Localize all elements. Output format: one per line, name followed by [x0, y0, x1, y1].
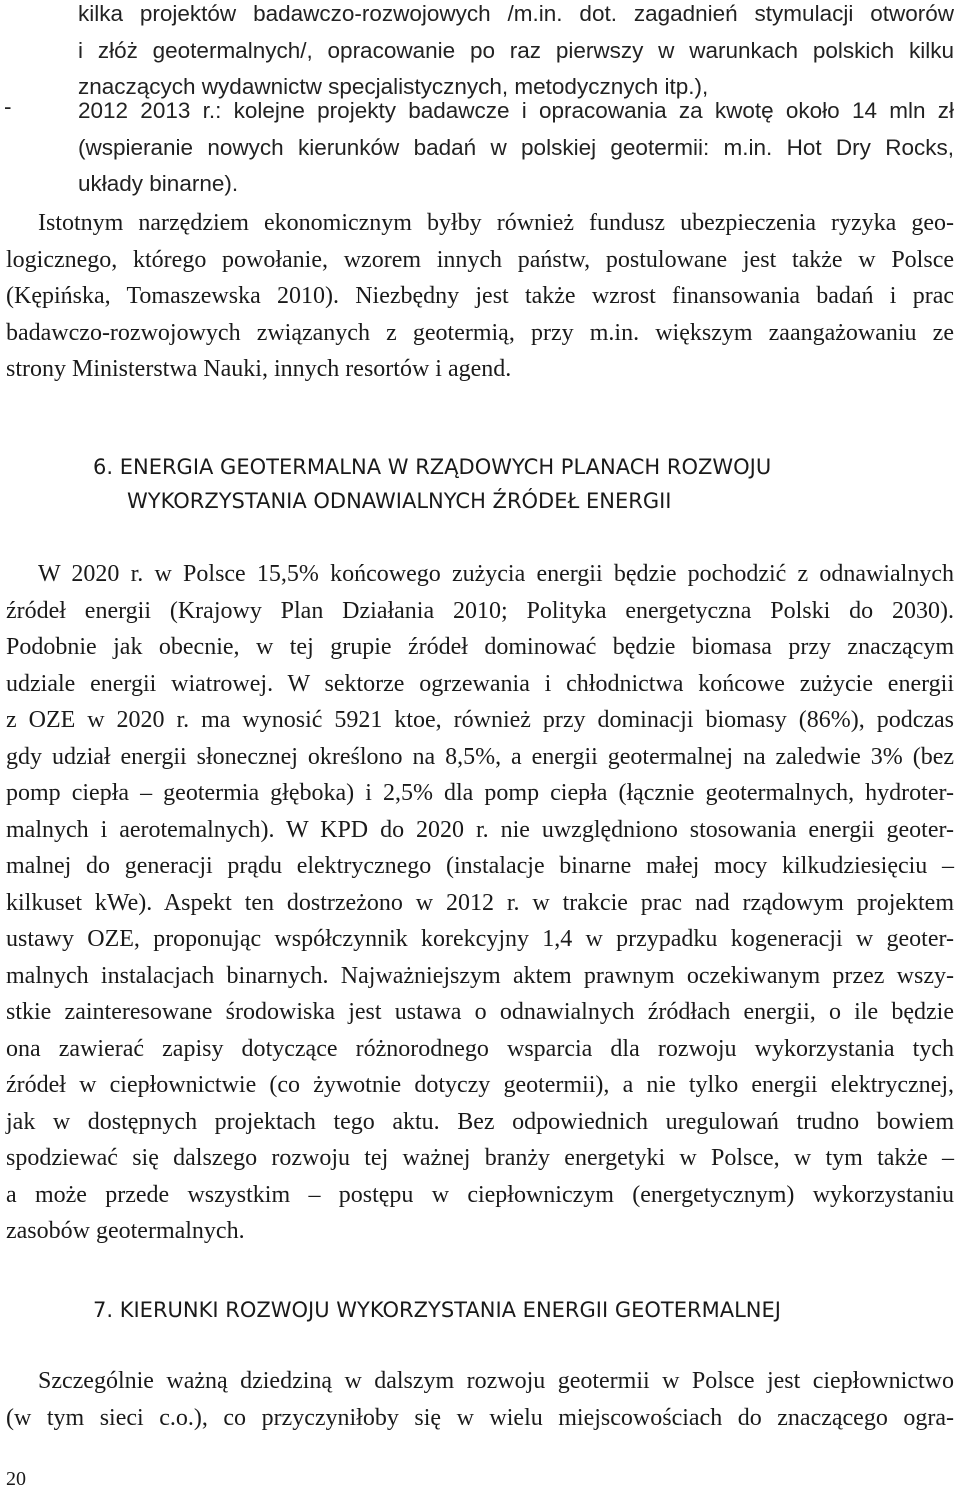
text-line: (w tym sieci c.o.), co przyczyniłoby się w wielu miejscowościach do znaczącego ogra-	[6, 1404, 954, 1431]
text-line: Istotnym narzędziem ekonomicznym byłby również fundusz ubezpieczenia ryzyka geo-	[38, 210, 954, 236]
text-line: pomp ciepła – geotermia głęboka) i 2,5% dla pomp ciepła (łącznie geotermalnych, hydroter-	[6, 780, 954, 806]
text-line: znaczących wydawnictw specjalistycznych, metodycznych itp.),	[78, 74, 709, 99]
text-line: a może przede wszystkim – postępu w ciepłowniczym (energetycznym) wykorzystaniu	[6, 1181, 954, 1208]
text-line: zasobów geotermalnych.	[6, 1218, 245, 1244]
text-line: źródeł w ciepłownictwie (co żywotnie dotyczy geotermii), a nie tylko energii elektrycznej,	[6, 1072, 954, 1098]
text-line: malnych instalacjach binarnych. Najważniejszym aktem prawnym oczekiwanym przez wszy-	[6, 962, 954, 989]
text-line: malnych i aerotemalnych). W KPD do 2020 r. nie uwzględniono stosowania energii geoter-	[6, 816, 954, 843]
text-line: Szczególnie ważną dziedziną w dalszym rozwoju geotermii w Polsce jest ciepłownictwo	[38, 1368, 954, 1394]
text-line: gdy udział energii słonecznej określono na 8,5%, a energii geotermalnej na zaledwie 3% (bez	[6, 743, 954, 770]
text-line: ustawy OZE, proponując współczynnik korekcyjny 1,4 w przypadku kogeneracji w geoter-	[6, 926, 954, 952]
section-heading: 7. KIERUNKI ROZWOJU WYKORZYSTANIA ENERGII GEOTERMALNEJ	[93, 1298, 781, 1322]
text-line: spodziewać się dalszego rozwoju tej ważnej branży energetyki w Polsce, w tym także –	[6, 1145, 954, 1171]
text-line: 2012 2013 r.: kolejne projekty badawcze i opracowania za kwotę około 14 mln zł	[78, 98, 954, 123]
text-line: udziale energii wiatrowej. W sektorze ogrzewania i chłodnictwa końcowe zużycie energii	[6, 670, 954, 697]
paragraph	[6, 556, 954, 1250]
section-heading: 6. ENERGIA GEOTERMALNA W RZĄDOWYCH PLANACH ROZWOJU	[93, 455, 772, 479]
text-line: ona zawierać zapisy dotyczące różnorodnego wsparcia dla rozwoju wykorzystania tych	[6, 1035, 954, 1062]
text-line: jak w dostępnych projektach tego aktu. Bez odpowiednich uregulowań trudno bowiem	[6, 1108, 954, 1135]
list-continuation	[6, 0, 954, 106]
text-line: i złóż geotermalnych/, opracowanie po raz pierwszy w warunkach polskich kilku	[78, 37, 954, 63]
text-line: (wspieranie nowych kierunków badań w polskiej geotermii: m.in. Hot Dry Rocks,	[78, 134, 954, 160]
text-line: W 2020 r. w Polsce 15,5% końcowego zużycia energii będzie pochodzić z odnawialnych	[38, 561, 954, 587]
text-line: kilkuset kWe). Aspekt ten dostrzeżono w 2012 r. w trakcie prac nad rządowym projektem	[6, 889, 954, 916]
text-line: kilka projektów badawczo-rozwojowych /m.in. dot. zagadnień stymulacji otworów	[78, 1, 954, 26]
text-line: strony Ministerstwa Nauki, innych resortów i agend.	[6, 356, 512, 382]
text-line: badawczo-rozwojowych związanych z geotermią, przy m.in. większym zaangażowaniu ze	[6, 319, 954, 346]
text-line: stkie zainteresowane środowiska jest ustawa o odnawialnych źródłach energii, o ile będzie	[6, 999, 954, 1025]
text-line: źródeł energii (Krajowy Plan Działania 2010; Polityka energetyczna Polski do 2030).	[6, 597, 954, 624]
paragraph	[6, 1363, 954, 1436]
text-line: (Kępińska, Tomaszewska 2010). Niezbędny jest także wzrost finansowania badań i prac	[6, 283, 954, 309]
section-heading: WYKORZYSTANIA ODNAWIALNYCH ŹRÓDEŁ ENERGII	[127, 489, 672, 513]
paragraph	[6, 205, 954, 388]
text-line: układy binarne).	[78, 171, 239, 196]
list-marker: -	[4, 94, 12, 119]
text-line: logicznego, którego powołanie, wzorem innych państw, postulowane jest także w Polsce	[6, 246, 954, 273]
text-line: z OZE w 2020 r. ma wynosić 5921 ktoe, również przy dominacji biomasy (86%), podczas	[6, 707, 954, 733]
page-number: 20	[6, 1468, 26, 1490]
text-line: malnej do generacji prądu elektrycznego (instalacje binarne małej mocy kilkudziesięciu –	[6, 853, 954, 879]
list-item	[6, 93, 954, 203]
text-line: Podobnie jak obecnie, w tej grupie źródeł dominować będzie biomasa przy znaczącym	[6, 634, 954, 660]
